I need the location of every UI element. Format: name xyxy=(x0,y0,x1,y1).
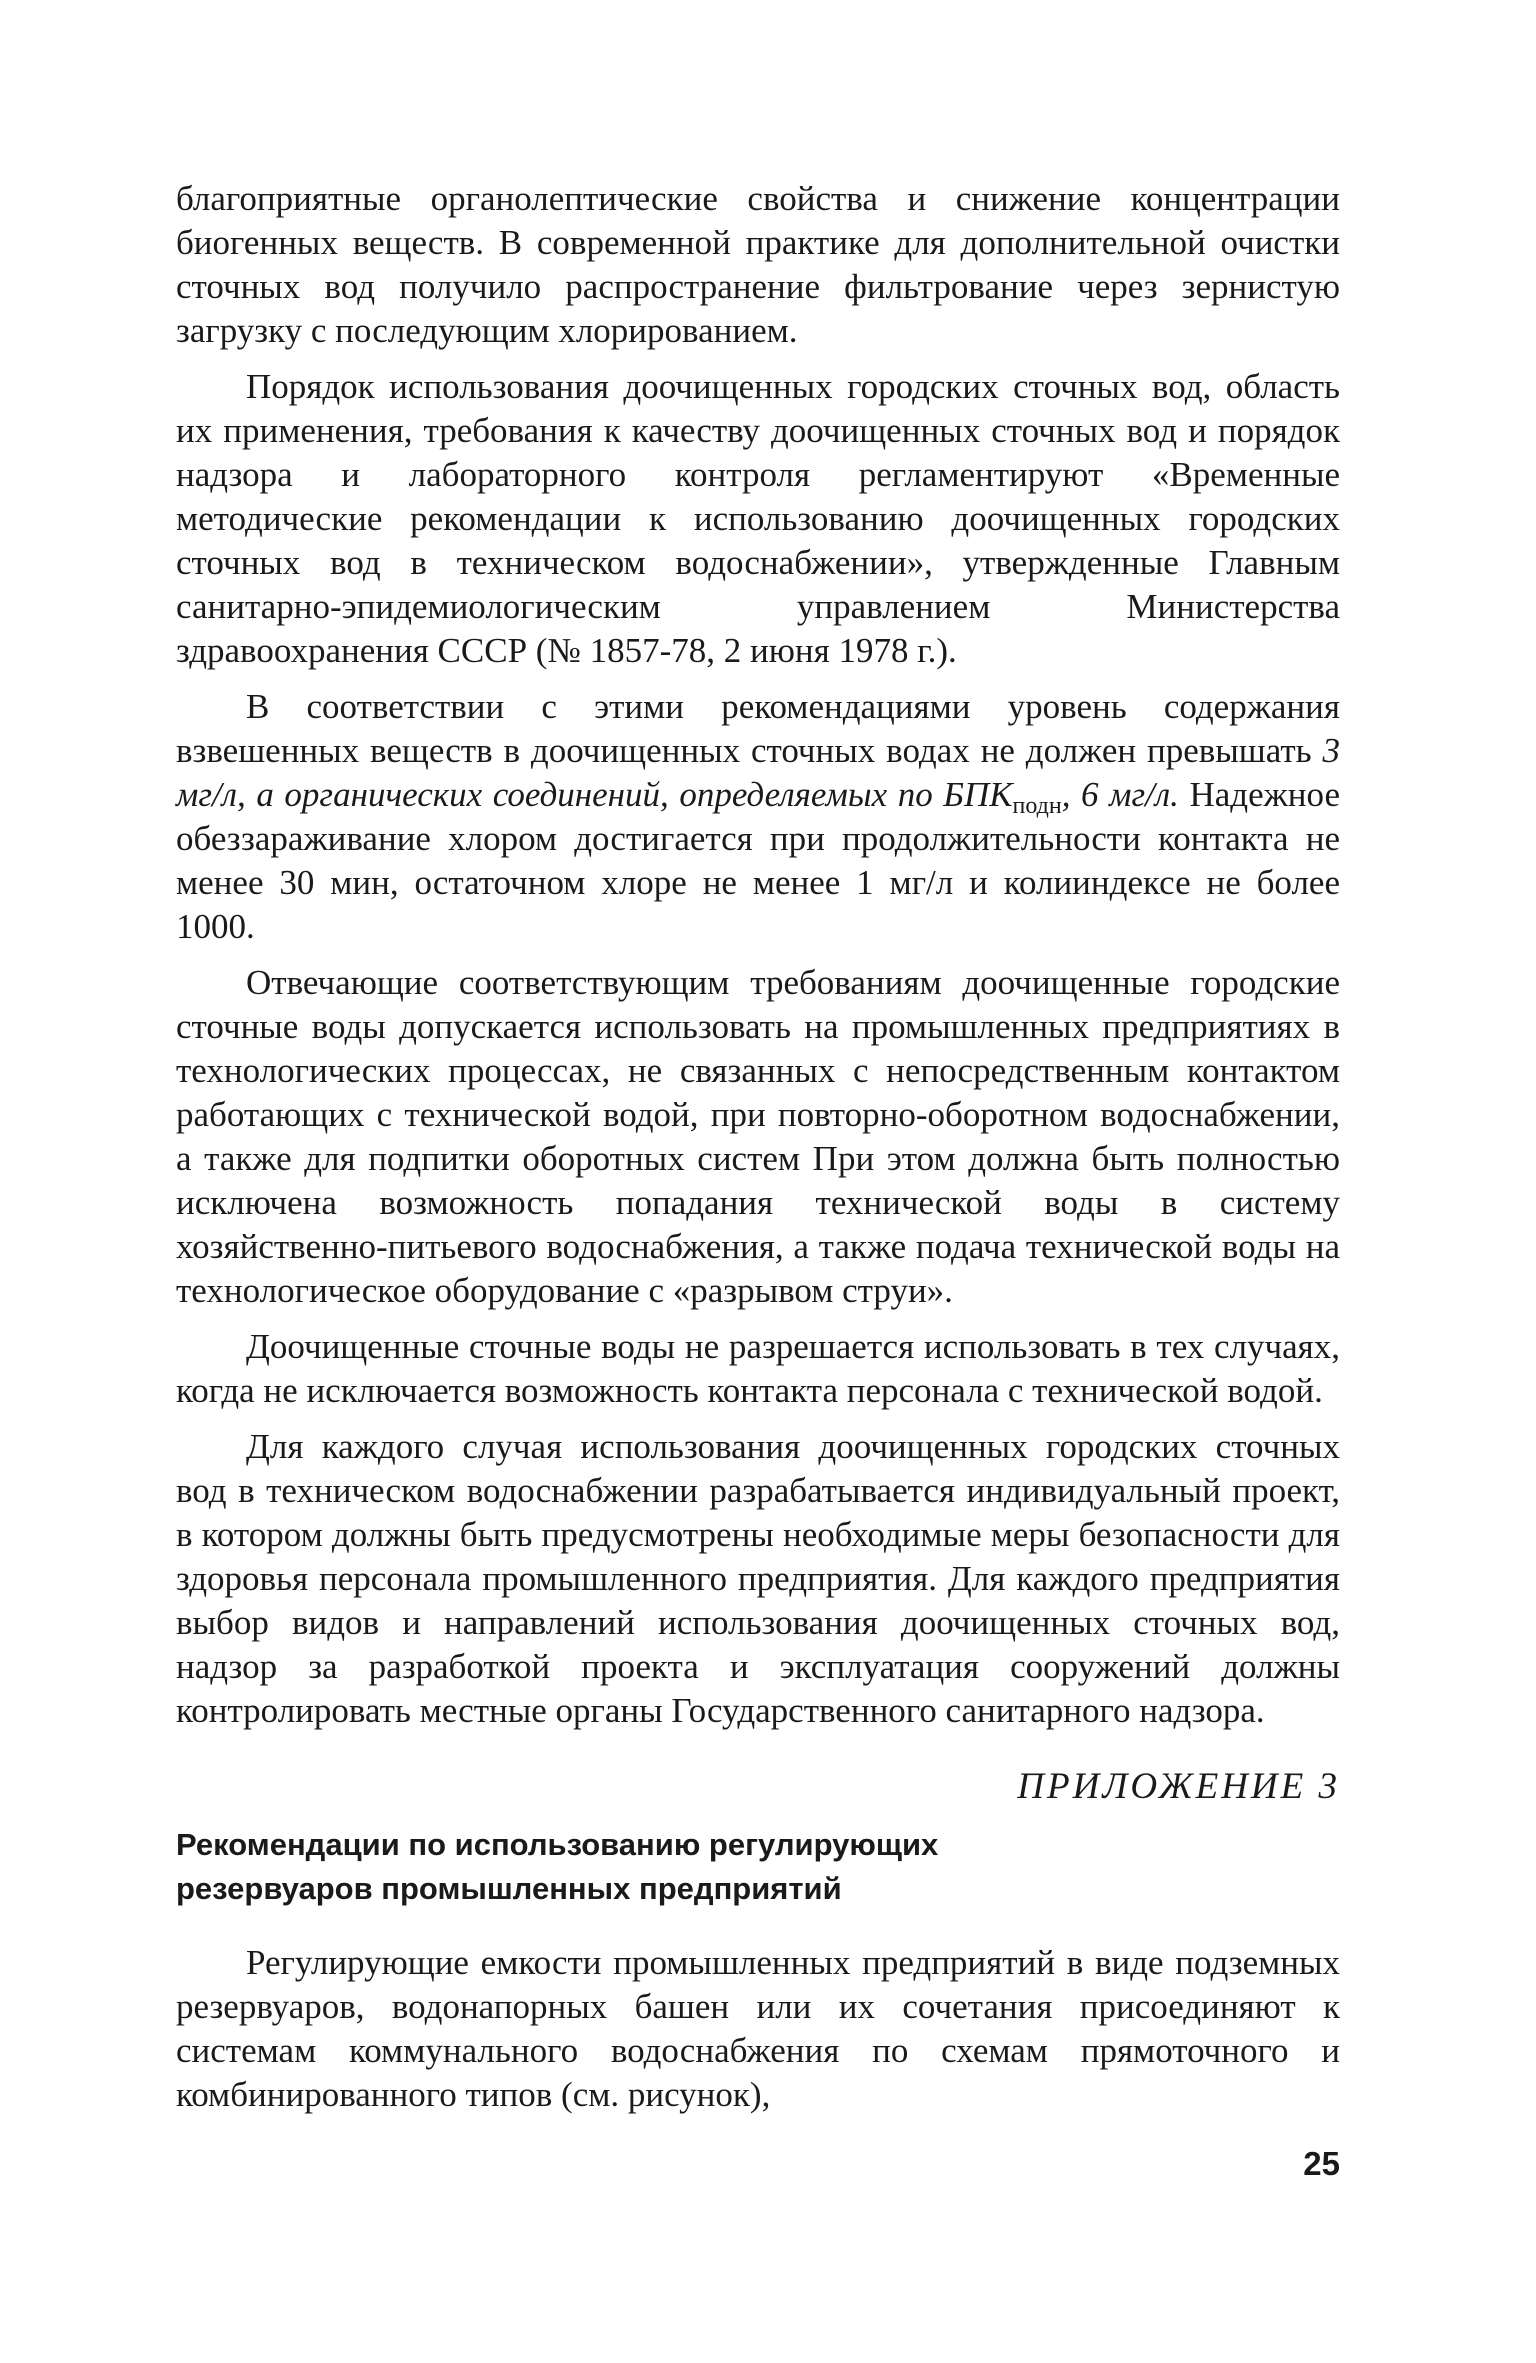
requirements-text-d: Надежное обеззараживание хлором достигается при продолжительности контакта не менее 30 мин, остаточном хлоре не менее 1 мг/л и колииндексе не более 1000. xyxy=(176,775,1340,946)
paragraph-continuation: благоприятные органолептические свойства и снижение концентрации биогенных веществ. В современной практике для дополнительной очистки сточных вод получило распространение фильтрование через зернистую загрузку с последующим хлорированием. xyxy=(176,179,1340,350)
page-number: 25 xyxy=(1303,2145,1340,2182)
paragraph-reservoirs: Регулирующие емкости промышленных предприятий в виде подземных резервуаров, водонапорных башен или их сочетания присоединяют к системам коммунального водоснабжения по схемам прямоточного и комбинированного типов (см. рисунок), xyxy=(176,1943,1340,2114)
requirements-text-a: В соответствии с этими рекомендациями уровень содержания взвешенных веществ в доочищенных сточных водах не должен превышать xyxy=(176,687,1340,770)
section-title xyxy=(176,1823,1340,1911)
paragraph-industrial-use: Отвечающие соответствующим требованиям доочищенные городские сточные воды допускается использовать на промышленных предприятиях в технологических процессах, не связанных с непосредственным контактом работающих с технической водой, при повторно-оборотном водоснабжении, а также для подпитки оборотных систем При этом должна быть полностью исключена возможность попадания технической воды в систему хозяйственно-питьевого водоснабжения, а также подача технической воды на технологическое оборудование с «разрывом струи». xyxy=(176,963,1340,1310)
bpk-subscript: подн xyxy=(1012,793,1062,819)
requirements-text-italic-end: , 6 мг/л. xyxy=(1061,775,1179,814)
paragraph-prohibition: Доочищенные сточные воды не разрешается использовать в тех случаях, когда не исключается возможность контакта персонала с технической водой. xyxy=(176,1327,1340,1410)
requirements-text-italic: 3 мг/л, а органических соединений, определяемых по БПК xyxy=(176,731,1340,814)
paragraph-usage-order: Порядок использования доочищенных городских сточных вод, область их применения, требования к качеству доочищенных сточных вод и порядок надзора и лабораторного контроля регламентируют «Временные методические рекомендации к использованию доочищенных городских сточных вод в техническом водоснабжении», утвержденные Главным санитарно-эпидемиологическим управлением Министерства здравоохранения СССР (№ 1857-78, 2 июня 1978 г.). xyxy=(176,367,1340,670)
section-title-line-1: Рекомендации по использованию регулирующих xyxy=(176,1827,939,1862)
paragraph-requirements xyxy=(176,685,1340,949)
section-title-line-2: резервуаров промышленных предприятий xyxy=(176,1871,842,1906)
appendix-label: ПРИЛОЖЕНИЕ 3 xyxy=(1017,1766,1340,1807)
paragraph-project: Для каждого случая использования доочищенных городских сточных вод в техническом водоснабжении разрабатывается индивидуальный проект, в котором должны быть предусмотрены необходимые меры безопасности для здоровья персонала промышленного предприятия. Для каждого предприятия выбор видов и направлений использования доочищенных сточных вод, надзор за разработкой проекта и эксплуатация сооружений должны контролировать местные органы Государственного санитарного надзора. xyxy=(176,1427,1340,1730)
